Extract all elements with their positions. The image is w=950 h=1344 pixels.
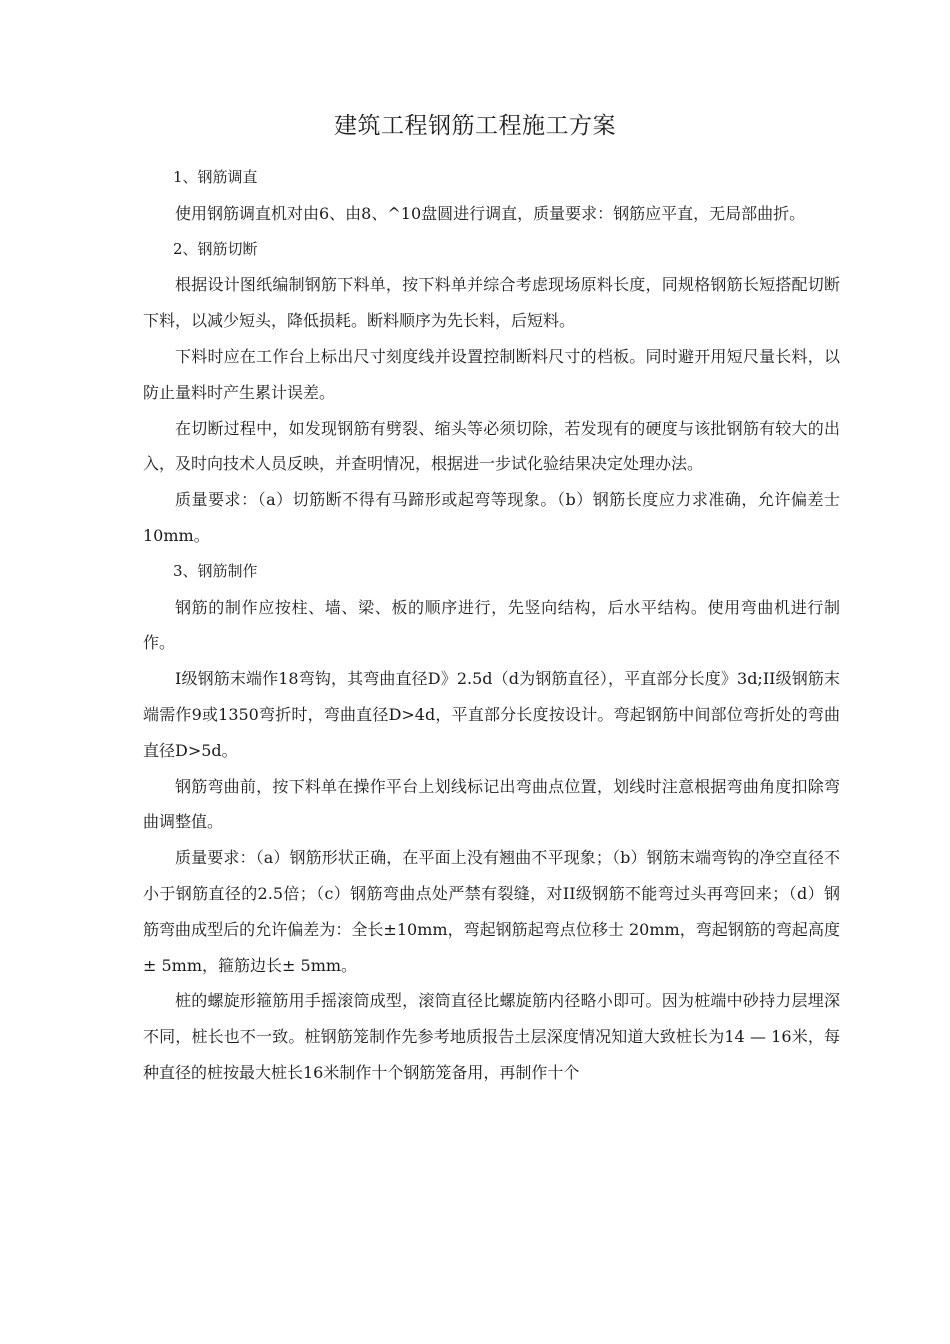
- document-body: [143, 160, 840, 1091]
- paragraph: 使用钢筋调直机对由6、由8、^10盘圆进行调直，质量要求：钢筋应平直，无局部曲折。: [175, 203, 806, 223]
- paragraph: 钢筋的制作应按柱、墙、梁、板的顺序进行，先竖向结构，后水平结构。使用弯曲机进行制作。: [143, 597, 840, 653]
- paragraph: I级钢筋末端作18弯钩，其弯曲直径D》2.5d（d为钢筋直径），平直部分长度》3d;II级钢筋末端需作9或1350弯折时，弯曲直径D>4d，平直部分长度按设计。弯起钢筋中间部位弯折处的弯曲直径D>5d。: [143, 669, 840, 760]
- section-heading-straightening: 1、钢筋调直: [173, 168, 258, 186]
- document-title: 建筑工程钢筋工程施工方案: [334, 113, 616, 139]
- paragraph: 桩的螺旋形箍筋用手摇滚筒成型，滚筒直径比螺旋筋内径略小即可。因为桩端中砂持力层埋深不同，桩长也不一致。桩钢筋笼制作先参考地质报告土层深度情况知道大致桩长为14 — 16米，每种直径的桩按最大桩长16米制作十个钢筋笼备用，再制作十个: [143, 991, 840, 1082]
- paragraph: 质量要求：（a）钢筋形状正确，在平面上没有翘曲不平现象；（b）钢筋末端弯钩的净空直径不小于钢筋直径的2.5倍；（c）钢筋弯曲点处严禁有裂缝，对II级钢筋不能弯过头再弯回来；（d）钢筋弯曲成型后的允许偏差为：全长±10mm，弯起钢筋起弯点位移士 20mm，弯起钢筋的弯起高度± 5mm，箍筋边长± 5mm。: [143, 848, 840, 975]
- paragraph: 根据设计图纸编制钢筋下料单，按下料单并综合考虑现场原料长度，同规格钢筋长短搭配切断下料，以减少短头，降低损耗。断料顺序为先长料，后短料。: [143, 275, 840, 331]
- paragraph: 下料时应在工作台上标出尺寸刻度线并设置控制断料尺寸的档板。同时避开用短尺量长料，以防止量料时产生累计误差。: [143, 346, 840, 402]
- section-heading-fabrication: 3、钢筋制作: [173, 561, 258, 580]
- section-heading-cutting: 2、钢筋切断: [173, 239, 258, 258]
- paragraph: 在切断过程中，如发现钢筋有劈裂、缩头等必须切除，若发现有的硬度与该批钢筋有较大的出入，及时向技术人员反映，并查明情况，根据进一步试化验结果决定处理办法。: [143, 418, 840, 474]
- paragraph: 钢筋弯曲前，按下料单在操作平台上划线标记出弯曲点位置，划线时注意根据弯曲角度扣除弯曲调整值。: [143, 776, 840, 832]
- paragraph: 质量要求：（a）切筋断不得有马蹄形或起弯等现象。（b）钢筋长度应力求准确，允许偏差士 10mm。: [143, 490, 840, 545]
